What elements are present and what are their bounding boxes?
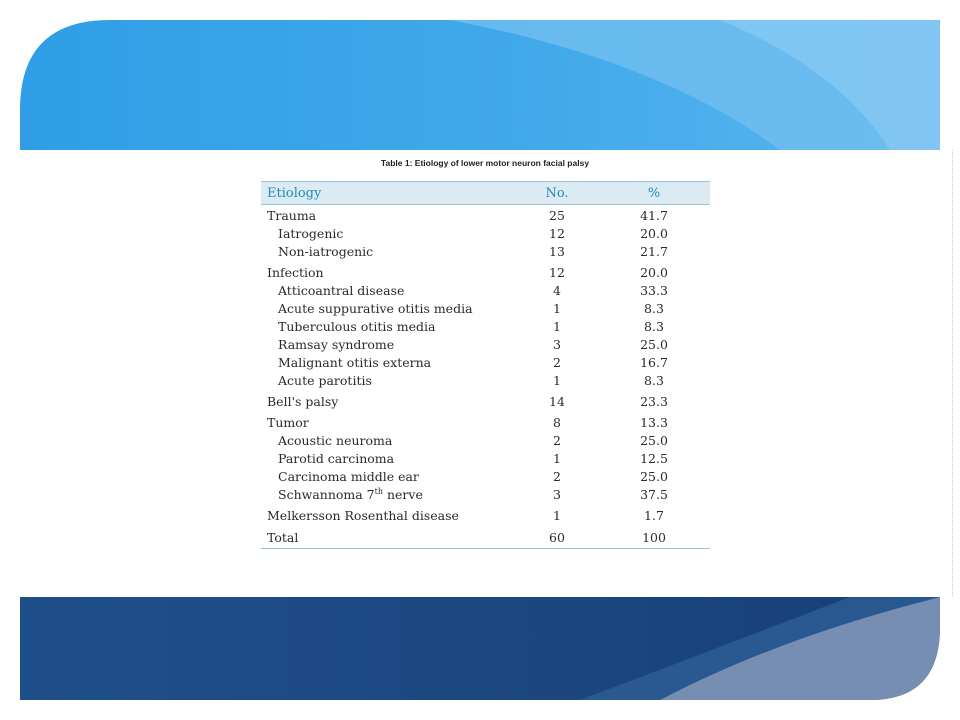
cell-percent: 41.7	[640, 208, 668, 223]
cell-number: 2	[553, 433, 561, 448]
cell-etiology	[261, 261, 516, 282]
table-row	[261, 300, 710, 318]
bottom-decorative-band	[20, 597, 940, 700]
cell-number: 13	[549, 244, 565, 259]
cell-etiology	[261, 390, 516, 411]
cell-etiology	[261, 243, 516, 261]
etiology-label: Atticoantral disease	[278, 283, 405, 298]
cell-etiology	[261, 411, 516, 432]
cell-etiology	[261, 318, 516, 336]
etiology-superscript: th	[374, 486, 383, 496]
cell-percent: 37.5	[640, 487, 668, 502]
side-dotted-line	[952, 150, 953, 597]
cell-etiology	[261, 504, 516, 525]
cell-etiology	[261, 300, 516, 318]
etiology-table	[261, 181, 710, 549]
header-etiology: Etiology	[261, 182, 516, 205]
cell-percent: 8.3	[644, 301, 664, 316]
cell-number: 4	[553, 283, 561, 298]
table-row	[261, 504, 710, 525]
etiology-label: Tumor	[267, 415, 309, 430]
etiology-label: Bell's palsy	[267, 394, 339, 409]
cell-number: 1	[553, 508, 561, 523]
etiology-label: Carcinoma middle ear	[278, 469, 419, 484]
cell-percent: 25.0	[640, 337, 668, 352]
etiology-label: Trauma	[267, 208, 317, 223]
cell-etiology	[261, 468, 516, 486]
cell-percent: 1.7	[644, 508, 664, 523]
cell-etiology	[261, 225, 516, 243]
cell-percent: 25.0	[640, 469, 668, 484]
header-percent: %	[598, 182, 710, 205]
header-number: No.	[516, 182, 598, 205]
cell-number: 1	[553, 373, 561, 388]
cell-number: 60	[516, 525, 598, 549]
cell-etiology	[261, 525, 516, 549]
cell-etiology	[261, 205, 516, 226]
etiology-label: Non-iatrogenic	[278, 244, 374, 259]
table-row	[261, 390, 710, 411]
table-row	[261, 372, 710, 390]
cell-percent: 25.0	[640, 433, 668, 448]
etiology-label: Iatrogenic	[278, 226, 344, 241]
table-row	[261, 205, 710, 226]
table-row	[261, 243, 710, 261]
table-row	[261, 282, 710, 300]
table-row	[261, 468, 710, 486]
etiology-label: Acute suppurative otitis media	[278, 301, 473, 316]
cell-percent: 12.5	[640, 451, 668, 466]
etiology-label: Acute parotitis	[278, 373, 372, 388]
cell-percent: 21.7	[640, 244, 668, 259]
cell-number: 1	[553, 451, 561, 466]
cell-percent: 33.3	[640, 283, 668, 298]
cell-percent: 8.3	[644, 319, 664, 334]
cell-number: 1	[553, 319, 561, 334]
etiology-label: Infection	[267, 265, 324, 280]
table-row	[261, 318, 710, 336]
etiology-label: Total	[267, 530, 299, 545]
etiology-label: Parotid carcinoma	[278, 451, 395, 466]
cell-number: 2	[553, 355, 561, 370]
cell-number: 3	[553, 337, 561, 352]
etiology-label: Malignant otitis externa	[278, 355, 432, 370]
top-decorative-band	[20, 20, 940, 150]
cell-percent: 100	[598, 525, 710, 549]
cell-number: 8	[553, 415, 561, 430]
cell-etiology	[261, 372, 516, 390]
etiology-label: Melkersson Rosenthal disease	[267, 508, 459, 523]
table-row	[261, 432, 710, 450]
table-row	[261, 354, 710, 372]
table-row	[261, 225, 710, 243]
etiology-label: Acoustic neuroma	[278, 433, 393, 448]
etiology-label: Tuberculous otitis media	[278, 319, 436, 334]
table-row	[261, 450, 710, 468]
table-row	[261, 486, 710, 504]
table-title: Table 1: Etiology of lower motor neuron facial palsy	[380, 158, 590, 168]
cell-percent: 16.7	[640, 355, 668, 370]
cell-number: 14	[549, 394, 565, 409]
table-header-row	[261, 182, 710, 205]
cell-percent: 23.3	[640, 394, 668, 409]
cell-percent: 13.3	[640, 415, 668, 430]
cell-etiology	[261, 486, 516, 504]
cell-etiology	[261, 282, 516, 300]
cell-number: 3	[553, 487, 561, 502]
cell-number: 25	[549, 208, 565, 223]
table-row	[261, 411, 710, 432]
table-body	[261, 205, 710, 549]
cell-percent: 20.0	[640, 265, 668, 280]
cell-number: 12	[549, 226, 565, 241]
cell-etiology	[261, 432, 516, 450]
cell-number: 1	[553, 301, 561, 316]
table-row	[261, 525, 710, 549]
cell-number: 2	[553, 469, 561, 484]
etiology-label: Ramsay syndrome	[278, 337, 395, 352]
cell-etiology	[261, 450, 516, 468]
cell-number: 12	[549, 265, 565, 280]
cell-percent: 20.0	[640, 226, 668, 241]
cell-percent: 8.3	[644, 373, 664, 388]
table-row	[261, 336, 710, 354]
cell-etiology	[261, 354, 516, 372]
etiology-label: Schwannoma 7	[278, 487, 375, 502]
table-row	[261, 261, 710, 282]
cell-etiology	[261, 336, 516, 354]
etiology-label-suffix: nerve	[383, 487, 423, 502]
